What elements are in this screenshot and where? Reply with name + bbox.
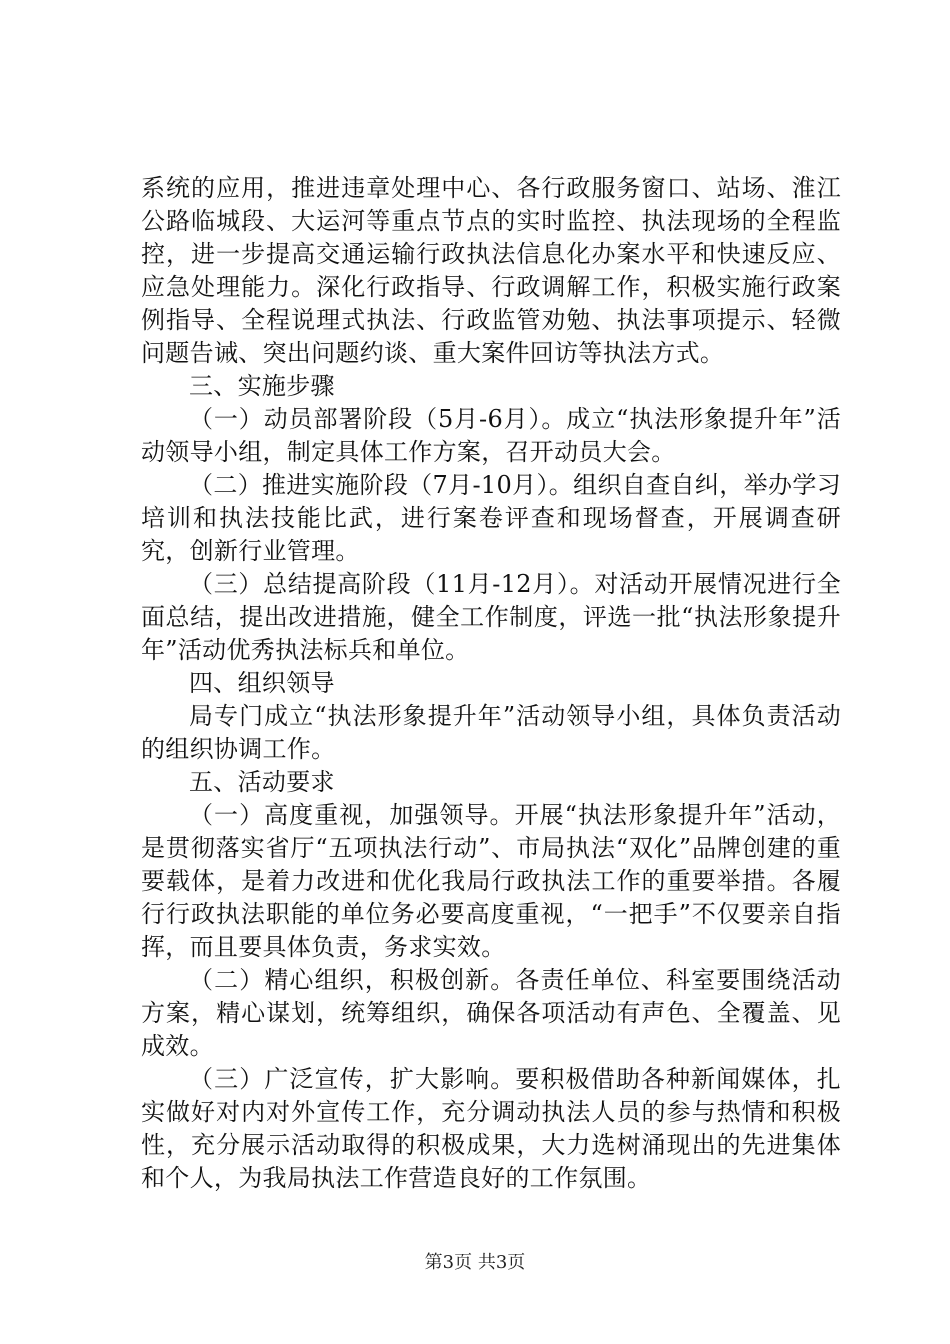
paragraph-requirement-1: （一）高度重视，加强领导。开展“执法形象提升年”活动，是贯彻落实省厅“五项执法行动”、市局执法“双化”品牌创建的重要载体，是着力改进和优化我局行政执法工作的重要举措。各履行行政执法职能的单位务必要高度重视，“一把手”不仅要亲自指挥，而且要具体负责，务求实效。 — [141, 801, 841, 961]
section-heading-implementation-steps: 三、实施步骤 — [189, 372, 335, 400]
page-footer: 第3页 共3页 — [424, 1252, 526, 1273]
paragraph-requirement-2: （二）精心组织，积极创新。各责任单位、科室要围绕活动方案，精心谋划，统筹组织，确保各项活动有声色、全覆盖、见成效。 — [141, 966, 841, 1060]
paragraph-organization: 局专门成立“执法形象提升年”活动领导小组，具体负责活动的组织协调工作。 — [141, 702, 841, 763]
section-heading-requirements: 五、活动要求 — [189, 768, 335, 796]
paragraph-step-1: （一）动员部署阶段（5月-6月）。成立“执法形象提升年”活动领导小组，制定具体工作方案，召开动员大会。 — [141, 405, 841, 466]
document-body — [141, 172, 841, 1195]
section-heading-organization: 四、组织领导 — [189, 669, 335, 697]
paragraph-intro: 系统的应用，推进违章处理中心、各行政服务窗口、站场、淮江公路临城段、大运河等重点节点的实时监控、执法现场的全程监控，进一步提高交通运输行政执法信息化办案水平和快速反应、应急处理能力。深化行政指导、行政调解工作，积极实施行政案例指导、全程说理式执法、行政监管劝勉、执法事项提示、轻微问题告诫、突出问题约谈、重大案件回访等执法方式。 — [141, 174, 841, 367]
paragraph-requirement-3: （三）广泛宣传，扩大影响。要积极借助各种新闻媒体，扎实做好对内对外宣传工作，充分调动执法人员的参与热情和积极性，充分展示活动取得的积极成果，大力选树涌现出的先进集体和个人，为我局执法工作营造良好的工作氛围。 — [141, 1065, 841, 1192]
paragraph-step-3: （三）总结提高阶段（11月-12月）。对活动开展情况进行全面总结，提出改进措施，健全工作制度，评选一批“执法形象提升年”活动优秀执法标兵和单位。 — [141, 570, 841, 664]
paragraph-step-2: （二）推进实施阶段（7月-10月）。组织自查自纠，举办学习培训和执法技能比武，进行案卷评查和现场督查，开展调查研究，创新行业管理。 — [141, 471, 841, 565]
